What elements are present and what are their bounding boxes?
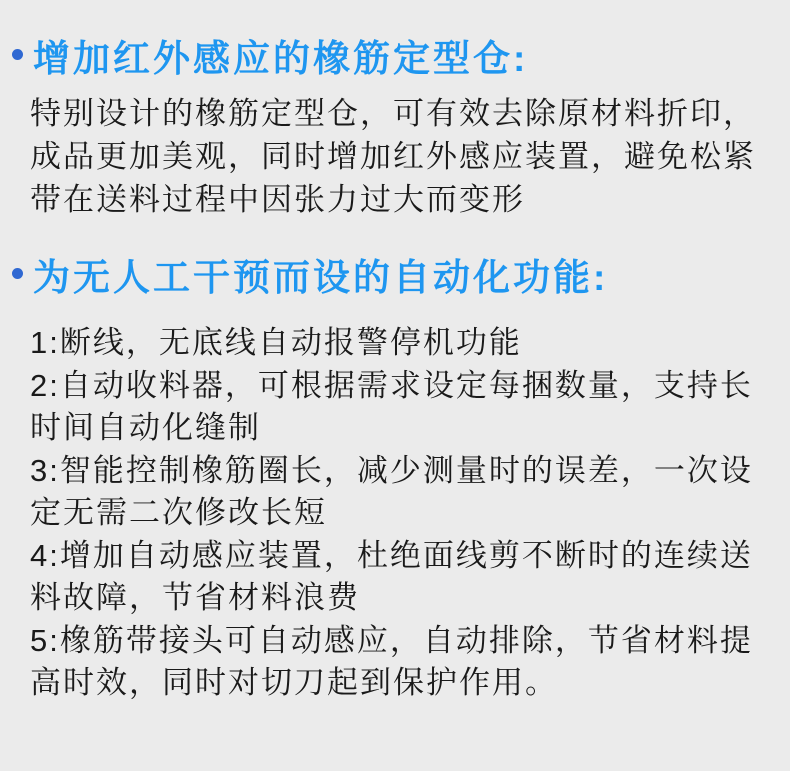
bullet-icon [12,268,23,279]
list-line: 2:自动收料器，可根据需求设定每捆数量，支持长 [30,367,753,403]
list-line: 料故障，节省材料浪费 [30,580,360,615]
description-line: 特别设计的橡筋定型仓，可有效去除原材料折印， [30,96,756,131]
list-line: 定无需二次修改长短 [30,495,327,530]
automation-feature-list [30,322,753,705]
infrared-chamber-description [30,92,756,221]
description-line: 带在送料过程中因张力过大而变形 [30,182,525,217]
feature-heading-infrared-chamber-text: 增加红外感应的橡筋定型仓: [33,38,529,79]
bullet-icon [12,49,23,60]
feature-heading-infrared-chamber [12,40,528,77]
feature-heading-automation-text: 为无人工干预而设的自动化功能: [33,257,609,298]
feature-heading-automation [12,259,608,296]
description-line: 成品更加美观，同时增加红外感应装置，避免松紧 [30,139,756,174]
list-line: 时间自动化缝制 [30,410,261,445]
list-line: 高时效，同时对切刀起到保护作用。 [30,665,558,700]
list-line: 5:橡筋带接头可自动感应，自动排除，节省材料提 [30,622,753,658]
list-line: 3:智能控制橡筋圈长，减少测量时的误差，一次设 [30,452,753,488]
list-line: 4:增加自动感应装置，杜绝面线剪不断时的连续送 [30,537,753,573]
list-line: 1:断线，无底线自动报警停机功能 [30,325,522,360]
